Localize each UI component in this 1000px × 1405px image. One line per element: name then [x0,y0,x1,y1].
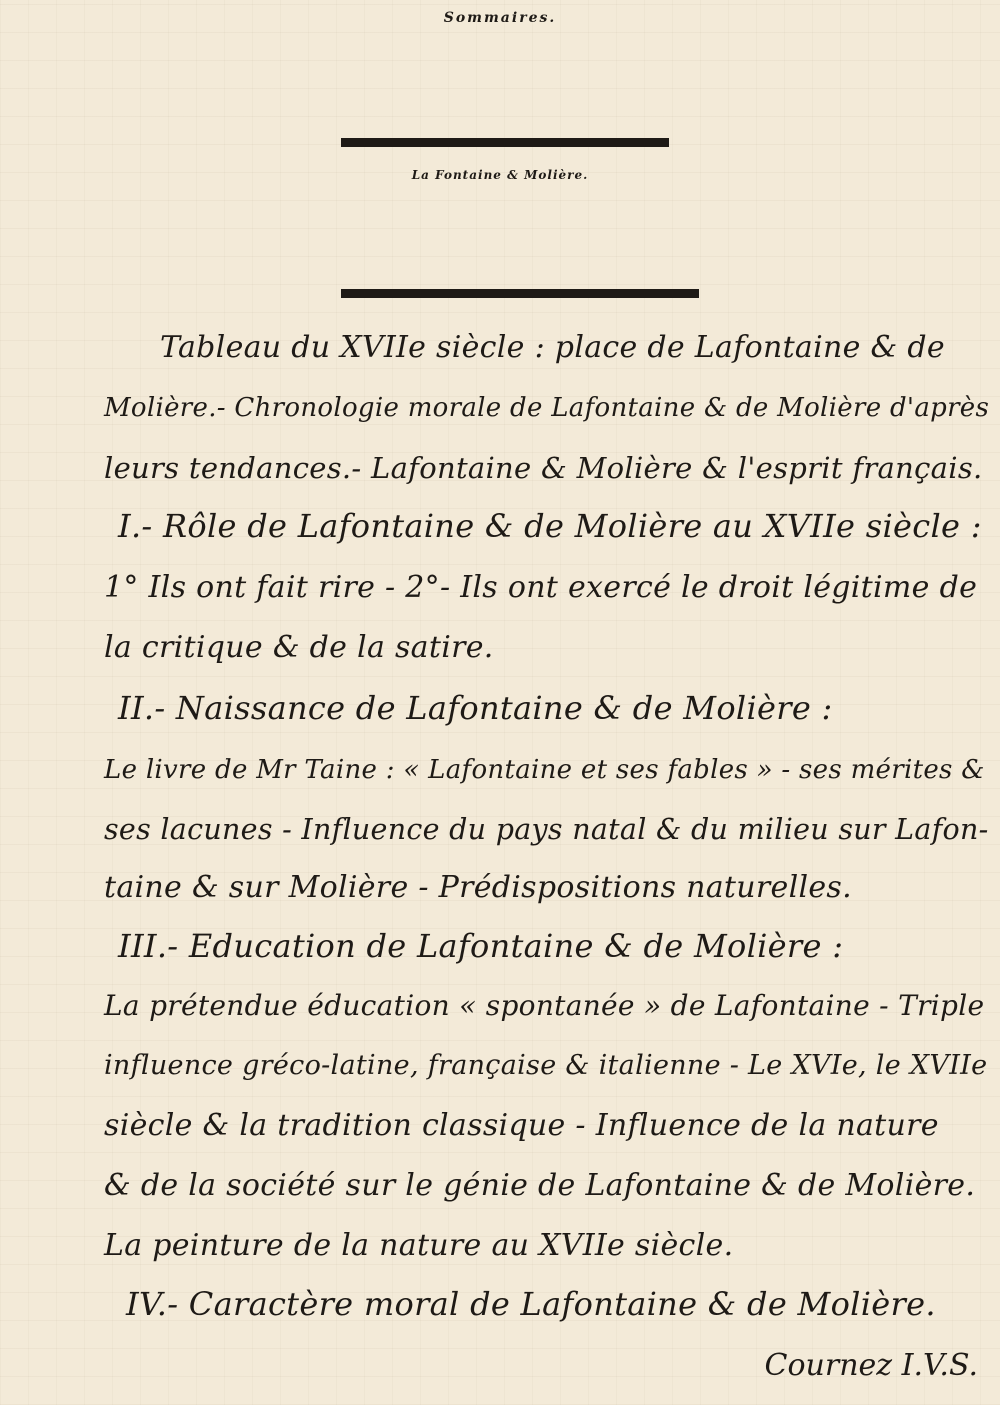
section-heading-4: IV.- Caractère moral de Lafontaine & de Molière. [126,1285,936,1323]
section-heading-2: II.- Naissance de Lafontaine & de Molière : [118,689,833,727]
text-line: La prétendue éducation « spontanée » de Lafontaine - Triple [104,989,985,1022]
text-line: leurs tendances.- Lafontaine & Molière & l'esprit français. [104,451,983,485]
text-line: Tableau du XVIIe siècle : place de Lafontaine & de [160,330,945,365]
text-line: La peinture de la nature au XVIIe siècle. [104,1228,734,1263]
page-subtitle: La Fontaine & Molière. [411,168,589,182]
title-rule-bottom [341,289,699,298]
title-rule-top [341,138,669,147]
text-line: ses lacunes - Influence du pays natal & du milieu sur Lafon- [104,813,989,846]
text-line: & de la société sur le génie de Lafontaine & de Molière. [104,1168,976,1203]
signature: Cournez I.V.S. [764,1348,978,1383]
text-line: Le livre de Mr Taine : « Lafontaine et ses fables » - ses mérites & [104,755,985,785]
text-line: siècle & la tradition classique - Influence de la nature [104,1108,939,1143]
page-title: Sommaires. [443,10,557,26]
section-heading-1: I.- Rôle de Lafontaine & de Molière au XVIIe siècle : [118,507,982,545]
section-heading-3: III.- Education de Lafontaine & de Molière : [118,927,844,965]
text-line: Molière.- Chronologie morale de Lafontaine & de Molière d'après [104,393,990,423]
text-line: influence gréco-latine, française & italienne - Le XVIe, le XVIIe [104,1050,988,1081]
text-line: taine & sur Molière - Prédispositions naturelles. [104,870,852,905]
text-line: 1° Ils ont fait rire - 2°- Ils ont exercé le droit légitime de [104,570,978,605]
text-line: la critique & de la satire. [104,630,494,665]
